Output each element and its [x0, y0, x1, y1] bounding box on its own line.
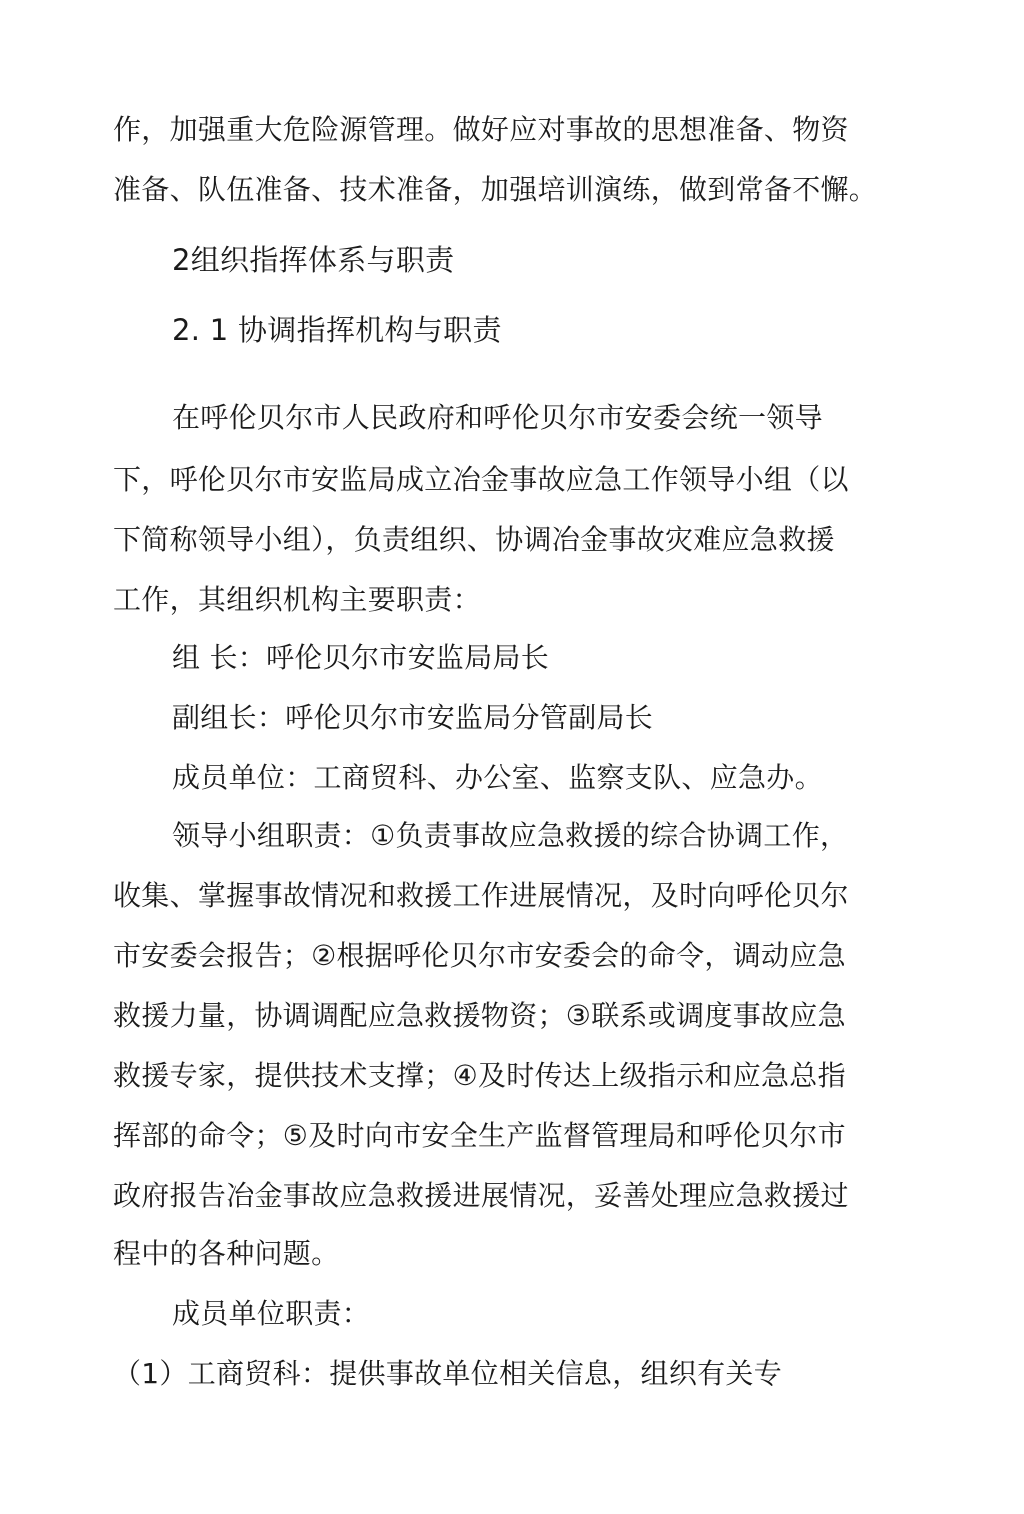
- subsection-heading: 2. 1 协调指挥机构与职责: [172, 313, 502, 347]
- text-line: 领导小组职责：①负责事故应急救援的综合协调工作，: [172, 819, 849, 852]
- text-line: 政府报告冶金事故应急救援进展情况，妥善处理应急救援过: [113, 1179, 849, 1212]
- deputy-leader-line: 副组长：呼伦贝尔市安监局分管副局长: [172, 701, 654, 734]
- text-line: 准备、队伍准备、技术准备，加强培训演练，做到常备不懈。: [113, 173, 878, 206]
- text-line: 工作，其组织机构主要职责：: [113, 583, 481, 616]
- section-heading: 2组织指挥体系与职责: [172, 243, 455, 277]
- text-line: 在呼伦贝尔市人民政府和呼伦贝尔市安委会统一领导: [172, 401, 823, 434]
- text-line: 作，加强重大危险源管理。做好应对事故的思想准备、物资: [113, 113, 849, 146]
- text-line: 救援专家，提供技术支撑；④及时传达上级指示和应急总指: [113, 1059, 846, 1092]
- text-line: 下，呼伦贝尔市安监局成立冶金事故应急工作领导小组（以: [113, 463, 849, 496]
- text-line: 收集、掌握事故情况和救援工作进展情况，及时向呼伦贝尔: [113, 879, 849, 912]
- text-line: 成员单位职责：: [172, 1297, 371, 1330]
- text-line: 挥部的命令；⑤及时向市安全生产监督管理局和呼伦贝尔市: [113, 1119, 846, 1152]
- group-leader-line: 组 长：呼伦贝尔市安监局局长: [172, 641, 550, 674]
- text-line: （1）工商贸科：提供事故单位相关信息，组织有关专: [113, 1357, 783, 1390]
- text-line: 下简称领导小组），负责组织、协调冶金事故灾难应急救援: [113, 523, 835, 556]
- member-units-line: 成员单位：工商贸科、办公室、监察支队、应急办。: [172, 761, 823, 794]
- text-line: 市安委会报告；②根据呼伦贝尔市安委会的命令，调动应急: [113, 939, 846, 972]
- text-line: 程中的各种问题。: [113, 1237, 340, 1270]
- text-line: 救援力量，协调调配应急救援物资；③联系或调度事故应急: [113, 999, 846, 1032]
